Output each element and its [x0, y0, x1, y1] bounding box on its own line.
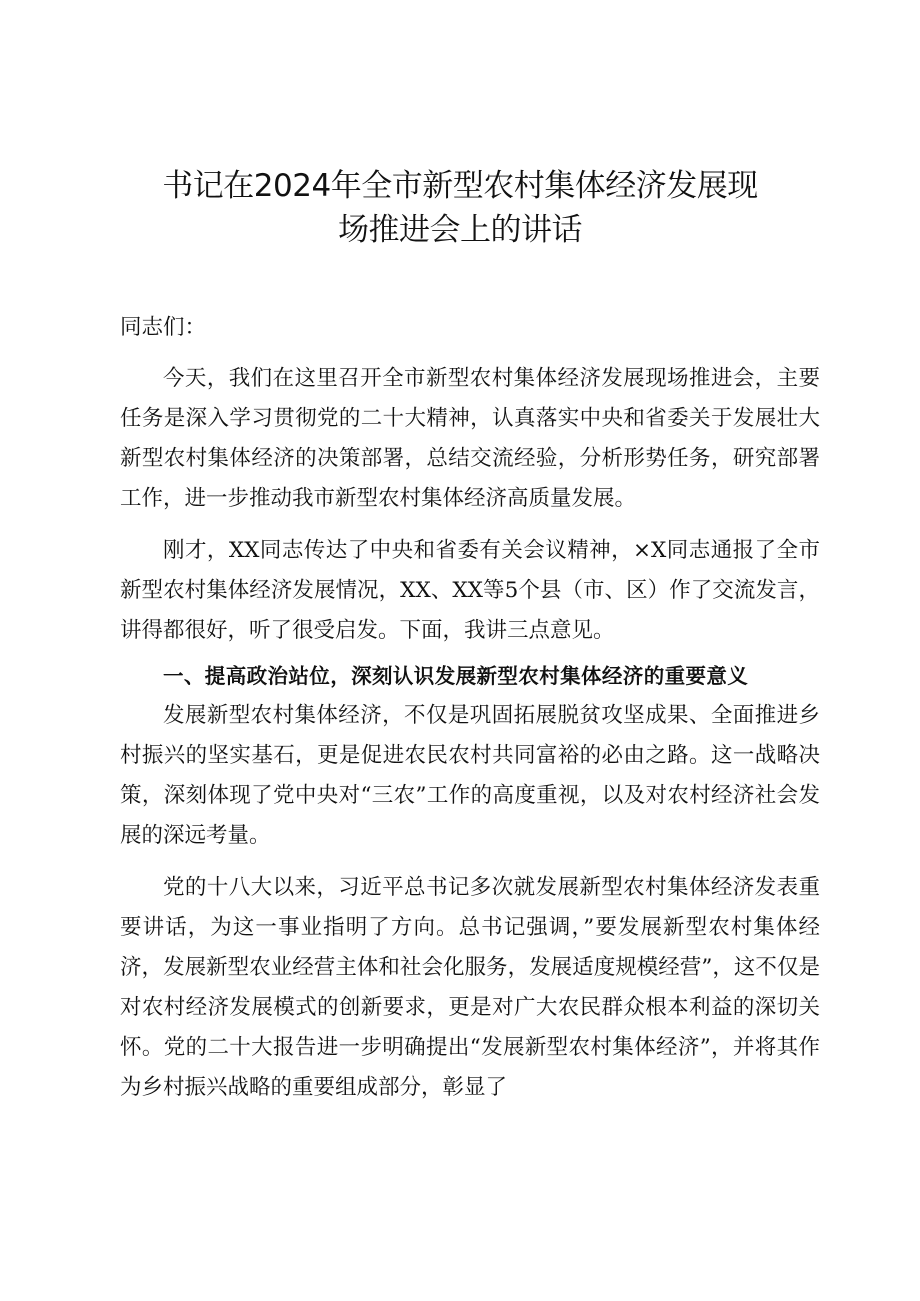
section-paragraph: 党的十八大以来，习近平总书记多次就发展新型农村集体经济发表重要讲话，为这一事业指明了方向。总书记强调，”要发展新型农村集体经济，发展新型农业经营主体和社会化服务，发展适度规模经营”，这不仅是对农村经济发展模式的创新要求，更是对广大农民群众根本利益的深切关怀。党的二十大报告进一步明确提出“发展新型农村集体经济”，并将其作为乡村振兴战略的重要组成部分，彰显了	[120, 875, 820, 1100]
section-heading: 一、提高政治站位，深刻认识发展新型农村集体经济的重要意义	[163, 664, 749, 688]
paragraph-opening: 今天，我们在这里召开全市新型农村集体经济发展现场推进会，主要任务是深入学习贯彻党的二十大精神，认真落实中央和省委关于发展壮大新型农村集体经济的决策部署，总结交流经验，分析形势任务，研究部署工作，进一步推动我市新型农村集体经济高质量发展。	[120, 366, 820, 511]
document-body	[120, 308, 820, 1108]
paragraph-gap	[120, 856, 820, 868]
greeting: 同志们：	[120, 315, 207, 340]
title-line-1: 书记在2024年全市新型农村集体经济发展现	[162, 168, 758, 204]
section-paragraph: 发展新型农村集体经济，不仅是巩固拓展脱贫攻坚成果、全面推进乡村振兴的坚实基石，更是促进农民农村共同富裕的必由之路。这一战略决策，深刻体现了党中央对“三农”工作的高度重视，以及对农村经济社会发展的深远考量。	[120, 703, 820, 848]
paragraph-summary: 刚才，XX同志传达了中央和省委有关会议精神，×X同志通报了全市新型农村集体经济发展情况，XX、XX等5个县（市、区）作了交流发言，讲得都很好，听了很受启发。下面，我讲三点意见。	[120, 538, 820, 643]
paragraph-gap	[120, 519, 820, 531]
title-line-2: 场推进会上的讲话	[338, 212, 582, 248]
